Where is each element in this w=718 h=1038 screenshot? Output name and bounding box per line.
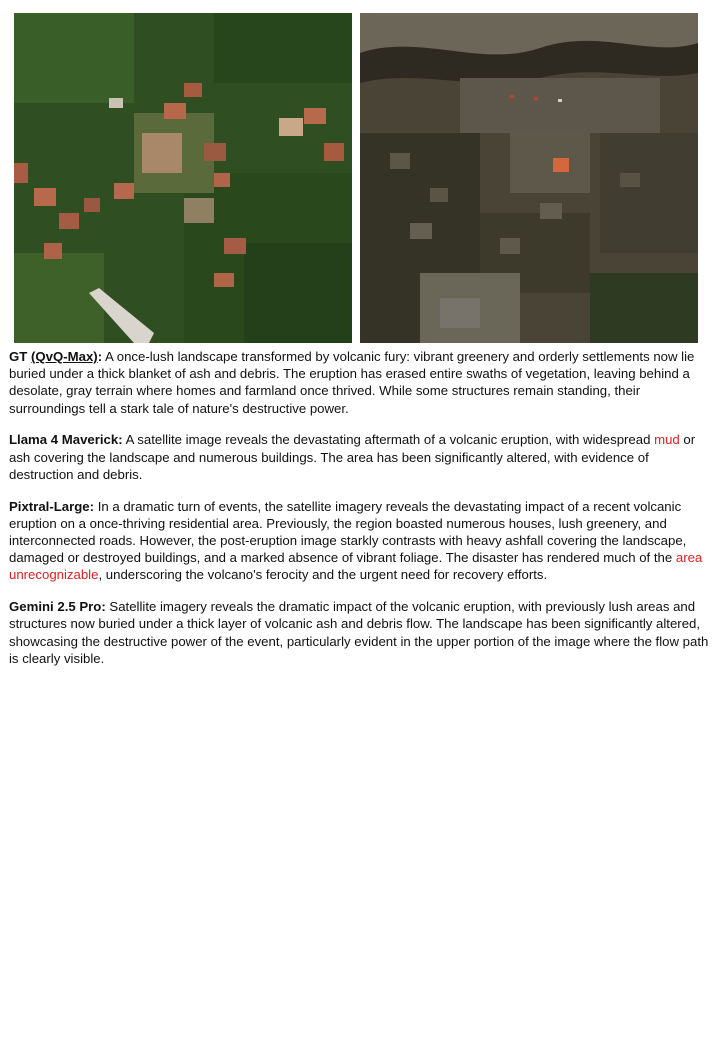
- llama-caption: [9, 431, 709, 483]
- gt-model-name: (QvQ-Max): [31, 349, 98, 364]
- post-eruption-satellite-graphic: [360, 13, 698, 343]
- captions: [9, 348, 709, 667]
- caption-region: [9, 348, 709, 666]
- llama-highlight: mud: [654, 432, 680, 448]
- pixtral-text-after: , underscoring the volcano's ferocity and the urgent need for recovery efforts.: [98, 567, 548, 583]
- llama-text-after: or ash covering the landscape and numerous buildings. The area has been significantly altered, with evidence of destruction and debris.: [9, 432, 696, 482]
- gt-colon: :: [97, 349, 103, 364]
- gemini-caption: [9, 598, 709, 667]
- gt-caption: [9, 348, 709, 417]
- pixtral-caption: [9, 498, 709, 584]
- pixtral-label: Pixtral-Large:: [9, 498, 95, 514]
- llama-label: Llama 4 Maverick:: [9, 432, 123, 448]
- satellite-image-pair: [14, 13, 700, 343]
- gemini-label: Gemini 2.5 Pro:: [9, 599, 106, 615]
- gemini-caption-text: Satellite imagery reveals the dramatic impact of the volcanic eruption, with previously lush areas and structures now buried under a thick layer of volcanic ash and debris flow. The landscape has been significantly altered, showcasing the destructive power of the event, particularly evident in the upper portion of the image where the flow path is clearly visible.: [9, 599, 709, 666]
- pre-eruption-satellite-graphic: [14, 13, 352, 343]
- gt-label: GT: [9, 349, 28, 364]
- post-eruption-image: [360, 13, 698, 343]
- gt-caption-text: A once-lush landscape transformed by volcanic fury: vibrant greenery and orderly settlements now lie buried under a thick blanket of ash and debris. The eruption has erased entire swaths of vegetation, leaving behind a desolate, gray terrain where homes and farmland once thrived. While some structures remain standing, their surroundings tell a stark tale of nature's destructive power.: [9, 349, 695, 416]
- llama-text-before: A satellite image reveals the devastating aftermath of a volcanic eruption, with widespread: [125, 432, 651, 448]
- pixtral-highlight: area unrecognizable: [9, 550, 703, 583]
- pre-eruption-image: [14, 13, 352, 343]
- pixtral-text-before: In a dramatic turn of events, the satellite imagery reveals the devastating impact of a recent volcanic eruption on a once-thriving residential area. Previously, the region boasted numerous houses, lush greenery, and interconnected roads. However, the post-eruption image starkly contrasts with heavy ashfall covering the landscape, damaged or destroyed buildings, and a marked absence of vibrant foliage. The disaster has rendered much of the: [9, 498, 687, 566]
